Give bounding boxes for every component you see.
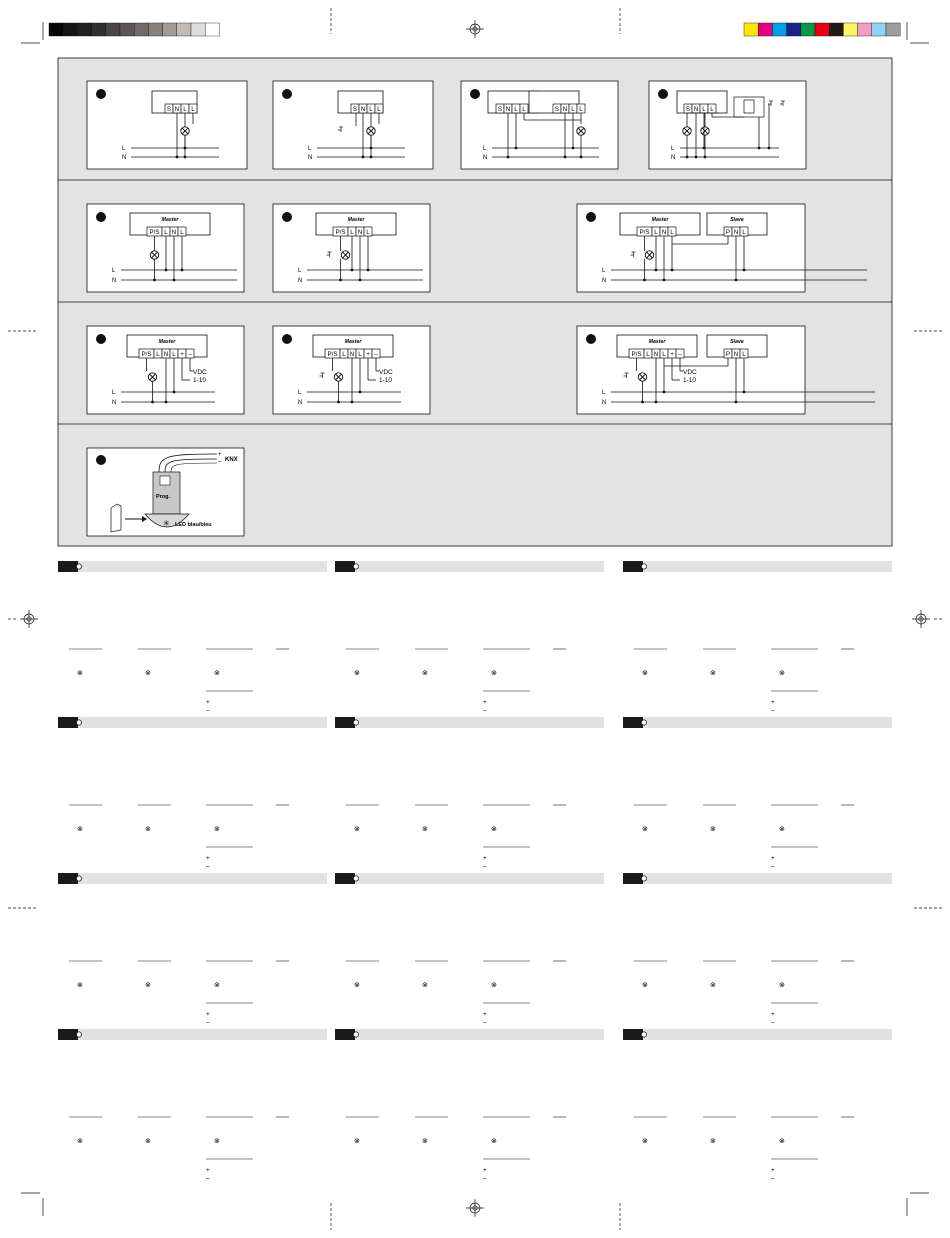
section-bullet xyxy=(641,720,646,725)
label: L xyxy=(579,106,583,113)
label: S xyxy=(166,106,172,113)
section-bullet xyxy=(353,876,358,881)
section-block xyxy=(58,873,327,1026)
label: N xyxy=(112,278,117,284)
plus-symbol: + xyxy=(483,1167,487,1174)
label: P/S xyxy=(639,229,650,236)
prog-button xyxy=(160,476,170,485)
lamp-symbol: ⊗ xyxy=(214,982,220,989)
gray-swatch xyxy=(205,23,219,36)
color-swatch xyxy=(744,23,758,36)
label: L xyxy=(350,229,354,236)
registration-mark-right xyxy=(912,610,930,628)
lamp-symbol: ⊗ xyxy=(779,670,785,677)
label: P/S xyxy=(141,351,152,358)
color-swatch xyxy=(801,23,815,36)
step-marker xyxy=(658,89,668,99)
color-swatch xyxy=(843,23,857,36)
lamp-symbol: ⊗ xyxy=(354,982,360,989)
section-bullet xyxy=(76,1032,81,1037)
lamp-symbol: ⊗ xyxy=(710,826,716,833)
label: VDC xyxy=(379,369,393,376)
gray-swatch xyxy=(177,23,191,36)
minus-symbol: – xyxy=(483,1019,487,1026)
section-block xyxy=(623,873,892,1026)
label: P/S xyxy=(631,351,642,358)
diagram-knx xyxy=(87,448,244,536)
section-tab xyxy=(58,717,78,728)
label: N xyxy=(602,400,607,406)
section-header-bar xyxy=(58,873,327,884)
section-block xyxy=(335,1029,604,1182)
label: P/S xyxy=(335,229,346,236)
plus-symbol: + xyxy=(771,1011,775,1018)
lamp-symbol: ⊗ xyxy=(491,826,497,833)
step-marker xyxy=(96,455,106,465)
lamp-symbol: ⊗ xyxy=(77,1138,83,1145)
label: + xyxy=(670,351,674,358)
label: Master xyxy=(161,217,179,223)
lamp-symbol: ⊗ xyxy=(779,1138,785,1145)
label: LED blau/bleu xyxy=(175,522,212,528)
color-swatch xyxy=(872,23,886,36)
label: L xyxy=(156,351,160,358)
registration-mark-top xyxy=(466,20,484,38)
lamp-icon xyxy=(701,127,709,135)
minus-symbol: – xyxy=(206,1175,210,1182)
section-block xyxy=(623,561,892,714)
section-tab xyxy=(335,561,355,572)
label: L xyxy=(670,229,674,236)
lamp-symbol: ⊗ xyxy=(422,1138,428,1145)
label: L xyxy=(369,106,373,113)
label: N xyxy=(653,351,659,358)
plus-symbol: + xyxy=(483,855,487,862)
label: N xyxy=(733,351,739,358)
label: N xyxy=(171,229,177,236)
section-tab xyxy=(335,1029,355,1040)
minus-symbol: – xyxy=(483,707,487,714)
section-header-bar xyxy=(623,873,892,884)
section-bullet xyxy=(353,564,358,569)
label: N xyxy=(298,400,303,406)
section-bullet xyxy=(76,876,81,881)
label: 1-10 xyxy=(683,377,697,384)
section-block xyxy=(58,1029,327,1182)
label: P/S xyxy=(327,351,338,358)
section-block xyxy=(623,1029,892,1182)
lamp-symbol: ⊗ xyxy=(642,982,648,989)
label: L xyxy=(671,146,675,152)
gray-swatch xyxy=(134,23,148,36)
lamp-symbol: ⊗ xyxy=(77,826,83,833)
lamp-symbol: ⊗ xyxy=(354,826,360,833)
label: Slave xyxy=(730,339,744,345)
section-header-bar xyxy=(623,561,892,572)
label: L xyxy=(191,106,195,113)
label: VDC xyxy=(193,369,207,376)
step-marker xyxy=(282,334,292,344)
lamp-icon xyxy=(341,251,349,259)
diagram-parallel xyxy=(461,81,618,169)
plus-symbol: + xyxy=(206,1167,210,1174)
label: L xyxy=(308,146,312,152)
lamp-symbol: ⊗ xyxy=(214,1138,220,1145)
lamp-symbol: ⊗ xyxy=(145,670,151,677)
minus-symbol: – xyxy=(771,863,775,870)
label: P/S xyxy=(149,229,160,236)
diagram-relay xyxy=(649,81,806,169)
label: L xyxy=(483,146,487,152)
lamp-symbol: ⊗ xyxy=(77,982,83,989)
label: Master xyxy=(648,339,666,345)
label: + xyxy=(180,351,184,358)
section-header-bar xyxy=(58,717,327,728)
plus-symbol: + xyxy=(771,699,775,706)
label: L xyxy=(112,268,116,274)
lamp-icon xyxy=(367,127,375,135)
label: – xyxy=(374,351,378,358)
label: + xyxy=(218,452,222,458)
label: P xyxy=(725,351,731,358)
label: N xyxy=(733,229,739,236)
label: KNX xyxy=(225,457,238,463)
label: S xyxy=(685,106,691,113)
minus-symbol: – xyxy=(206,1019,210,1026)
label: L xyxy=(514,106,518,113)
gray-swatch xyxy=(63,23,77,36)
lamp-symbol: ⊗ xyxy=(710,982,716,989)
section-bullet xyxy=(641,876,646,881)
label: L xyxy=(662,351,666,358)
section-header-bar xyxy=(623,1029,892,1040)
section-block xyxy=(623,717,892,870)
label: N xyxy=(671,155,676,161)
section-block xyxy=(335,561,604,714)
minus-symbol: – xyxy=(483,863,487,870)
plus-symbol: + xyxy=(483,699,487,706)
section-header-bar xyxy=(623,717,892,728)
label: N xyxy=(360,106,366,113)
plus-symbol: + xyxy=(483,1011,487,1018)
label: L xyxy=(377,106,381,113)
section-bullet xyxy=(76,720,81,725)
label: L xyxy=(742,229,746,236)
diagram-master xyxy=(273,204,430,292)
label: L xyxy=(164,229,168,236)
label: N xyxy=(602,278,607,284)
section-header-bar xyxy=(335,1029,604,1040)
label: L xyxy=(358,351,362,358)
lamp-icon xyxy=(148,373,156,381)
section-tab xyxy=(623,561,643,572)
lamp-symbol: ⊗ xyxy=(642,1138,648,1145)
lamp-symbol: ⊗ xyxy=(354,1138,360,1145)
label: P xyxy=(725,229,731,236)
lamp-symbol: ⊗ xyxy=(642,670,648,677)
lamp-symbol: ⊗ xyxy=(491,670,497,677)
led-icon: ✳ xyxy=(163,519,170,528)
label: Master xyxy=(344,339,362,345)
section-bullet xyxy=(353,1032,358,1037)
section-tab xyxy=(58,1029,78,1040)
label: L xyxy=(654,229,658,236)
gray-swatch xyxy=(77,23,91,36)
diagram-basic xyxy=(273,81,433,169)
label: 1-10 xyxy=(193,377,207,384)
label: L xyxy=(342,351,346,358)
step-marker xyxy=(586,334,596,344)
label: N xyxy=(112,400,117,406)
section-header-bar xyxy=(335,873,604,884)
section-bullet xyxy=(353,720,358,725)
minus-symbol: – xyxy=(771,707,775,714)
lamp-symbol: ⊗ xyxy=(145,1138,151,1145)
lamp-symbol: ⊗ xyxy=(710,670,716,677)
minus-symbol: – xyxy=(771,1175,775,1182)
lamp-symbol: ⊗ xyxy=(214,670,220,677)
section-header-bar xyxy=(58,1029,327,1040)
label: N xyxy=(562,106,568,113)
section-tab xyxy=(58,873,78,884)
label: N xyxy=(349,351,355,358)
section-tab xyxy=(58,561,78,572)
label: N xyxy=(174,106,180,113)
color-swatch xyxy=(772,23,786,36)
label: Master xyxy=(347,217,365,223)
step-marker xyxy=(96,212,106,222)
lamp-symbol: ⊗ xyxy=(779,982,785,989)
label: Master xyxy=(651,217,669,223)
label: N xyxy=(308,155,313,161)
lamp-symbol: ⊗ xyxy=(77,670,83,677)
gray-swatch xyxy=(92,23,106,36)
label: L xyxy=(602,390,606,396)
section-tab xyxy=(623,1029,643,1040)
section-block xyxy=(58,717,327,870)
lamp-symbol: ⊗ xyxy=(422,670,428,677)
section-header-bar xyxy=(335,717,604,728)
section-tab xyxy=(623,873,643,884)
lamp-symbol: ⊗ xyxy=(779,826,785,833)
color-swatch xyxy=(829,23,843,36)
section-block xyxy=(335,717,604,870)
lamp-symbol: ⊗ xyxy=(642,826,648,833)
registration-mark-bottom xyxy=(466,1199,484,1217)
label: L xyxy=(571,106,575,113)
label: L xyxy=(298,390,302,396)
label: L xyxy=(172,351,176,358)
label: L xyxy=(602,268,606,274)
label: L xyxy=(183,106,187,113)
lamp-icon xyxy=(577,127,585,135)
lamp-icon xyxy=(150,251,158,259)
label: N xyxy=(163,351,169,358)
diagram-vdc xyxy=(273,326,430,414)
section-bullet xyxy=(641,1032,646,1037)
label: N xyxy=(505,106,511,113)
label: S xyxy=(554,106,560,113)
minus-symbol: – xyxy=(483,1175,487,1182)
label: L xyxy=(710,106,714,113)
minus-symbol: – xyxy=(771,1019,775,1026)
gray-swatch xyxy=(120,23,134,36)
lamp-symbol: ⊗ xyxy=(422,826,428,833)
plus-symbol: + xyxy=(771,855,775,862)
text-sections xyxy=(58,561,892,1182)
label: Prog. xyxy=(156,494,171,500)
gray-swatch xyxy=(191,23,205,36)
label: – xyxy=(678,351,682,358)
section-header-bar xyxy=(58,561,327,572)
label: L xyxy=(112,390,116,396)
section-bullet xyxy=(76,564,81,569)
label: S xyxy=(497,106,503,113)
step-marker xyxy=(282,89,292,99)
plus-symbol: + xyxy=(206,1011,210,1018)
label: N xyxy=(122,155,127,161)
label: N xyxy=(661,229,667,236)
gray-swatch xyxy=(148,23,162,36)
section-tab xyxy=(623,717,643,728)
lamp-symbol: ⊗ xyxy=(422,982,428,989)
lamp-icon xyxy=(334,373,342,381)
section-block xyxy=(335,873,604,1026)
color-swatch xyxy=(787,23,801,36)
label: + xyxy=(366,351,370,358)
remote-icon xyxy=(111,504,121,532)
color-bar xyxy=(744,23,900,36)
lamp-symbol: ⊗ xyxy=(710,1138,716,1145)
label: L xyxy=(122,146,126,152)
color-swatch xyxy=(815,23,829,36)
gray-swatch xyxy=(106,23,120,36)
lamp-symbol: ⊗ xyxy=(145,982,151,989)
section-tab xyxy=(335,873,355,884)
step-marker xyxy=(96,89,106,99)
lamp-symbol: ⊗ xyxy=(491,982,497,989)
section-tab xyxy=(335,717,355,728)
lamp-symbol: ⊗ xyxy=(214,826,220,833)
registration-mark-left xyxy=(20,610,38,628)
label: N xyxy=(357,229,363,236)
gray-swatch xyxy=(163,23,177,36)
lamp-symbol: ⊗ xyxy=(354,670,360,677)
lamp-icon xyxy=(645,251,653,259)
gray-swatch xyxy=(49,23,63,36)
color-swatch xyxy=(886,23,900,36)
plus-symbol: + xyxy=(206,855,210,862)
label: L xyxy=(522,106,526,113)
grayscale-bar xyxy=(49,23,219,36)
label: L xyxy=(298,268,302,274)
diagram-vdc xyxy=(87,326,244,414)
label: N xyxy=(483,155,488,161)
label: – xyxy=(218,459,222,465)
section-block xyxy=(58,561,327,714)
step-marker xyxy=(470,89,480,99)
diagram-basic xyxy=(87,81,247,169)
step-marker xyxy=(282,212,292,222)
step-marker xyxy=(586,212,596,222)
label: N xyxy=(693,106,699,113)
plus-symbol: + xyxy=(771,1167,775,1174)
minus-symbol: – xyxy=(206,863,210,870)
color-swatch xyxy=(858,23,872,36)
diagram-master xyxy=(87,204,244,292)
color-swatch xyxy=(758,23,772,36)
lamp-icon xyxy=(683,127,691,135)
label: VDC xyxy=(683,369,697,376)
lamp-symbol: ⊗ xyxy=(491,1138,497,1145)
label: L xyxy=(646,351,650,358)
label: L xyxy=(180,229,184,236)
label: Slave xyxy=(730,217,744,223)
lamp-icon xyxy=(181,127,189,135)
section-header-bar xyxy=(335,561,604,572)
step-marker xyxy=(96,334,106,344)
label: S xyxy=(352,106,358,113)
relay-coil xyxy=(744,100,754,113)
lamp-symbol: ⊗ xyxy=(145,826,151,833)
label: L xyxy=(702,106,706,113)
label: Master xyxy=(158,339,176,345)
minus-symbol: – xyxy=(206,707,210,714)
label: 1-10 xyxy=(379,377,393,384)
label: N xyxy=(298,278,303,284)
label: L xyxy=(742,351,746,358)
lamp-icon xyxy=(638,373,646,381)
section-bullet xyxy=(641,564,646,569)
label: – xyxy=(188,351,192,358)
label: L xyxy=(366,229,370,236)
plus-symbol: + xyxy=(206,699,210,706)
